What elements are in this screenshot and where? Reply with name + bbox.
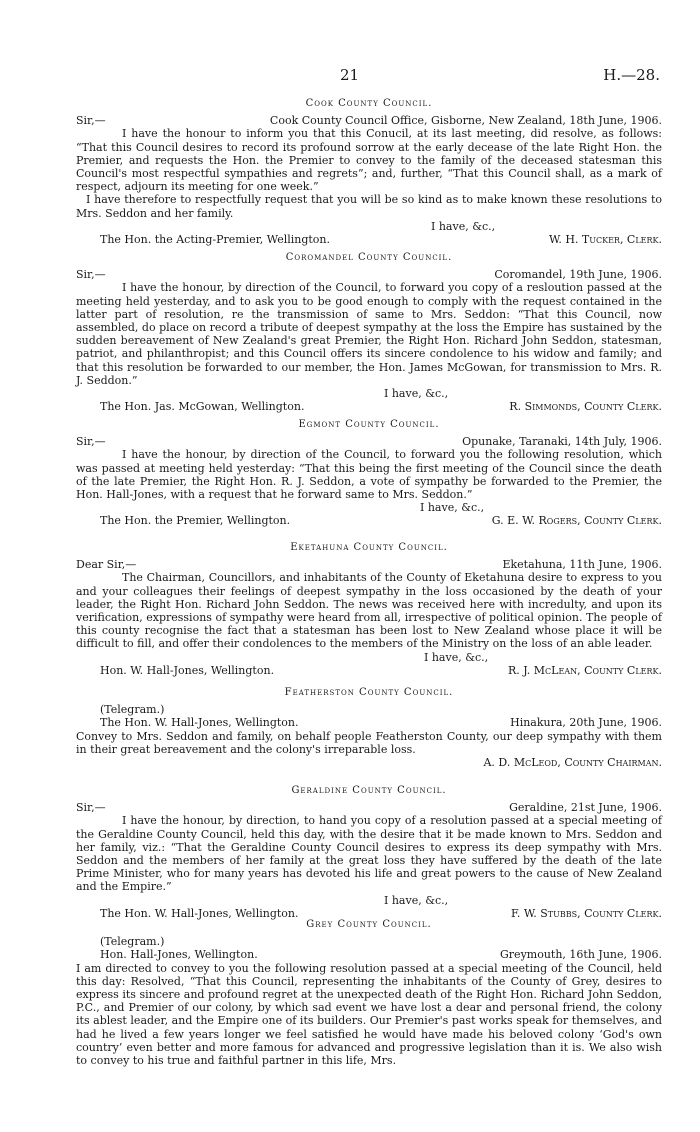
cook-letter <box>76 97 662 246</box>
section-title: Grey County Council. <box>306 919 432 930</box>
coromandel-letter <box>76 251 662 413</box>
addressee: The Hon. W. Hall-Jones, Wellington. <box>100 716 299 730</box>
signatory: F. W. Stubbs, County Clerk. <box>510 906 662 920</box>
signatory: A. D. McLeod, County Chairman. <box>483 756 662 770</box>
page-number: 21 <box>340 66 360 84</box>
section-title: Cook County Council. <box>305 98 433 109</box>
letter-body: I have the honour, by direction, to hand you copy of a resolution passed at a special meeting of the Geraldine County Council, held this day, with the desire that it be made known to Mrs. Seddon and her family, viz.: “That the Geraldine County Council desires to express its deep sympathy with Mrs. Seddon and the members of her family at the great loss they have suffered by the death of the late Prime Minister, who for many years has devoted his life and great powers to the cause of New Zealand and the Empire.” <box>76 814 662 894</box>
salutation: Sir,— <box>76 114 106 128</box>
salutation: Sir,— <box>76 435 106 449</box>
section-title: Coromandel County Council. <box>285 252 453 263</box>
letter-body-2: I have therefore to respectfully request that you will be so kind as to make known these resolutions to Mrs. Seddon and her family. <box>76 193 662 220</box>
signatory: R. Simmonds, County Clerk. <box>509 400 662 414</box>
letter-body: I have the honour to inform you that this Conucil, at its last meeting, did resolve, as follows: “That this Council desires to record its profound sorrow at the early decease of the late Right Hon. the Premier, and requests the Hon. the Premier to convey to the family of the deceased statesman this Council's most respectful sympathies and regrets”; and, further, “That this Council shall, as a mark of respect, adjourn its meeting for one week.” <box>76 127 662 194</box>
section-title: Featherston County Council. <box>284 687 454 698</box>
closing: I have, &c., <box>420 501 485 515</box>
telegram-body: Convey to Mrs. Seddon and family, on behalf people Featherston County, our deep sympathy with them in their great bereavement and the colony's irreparable loss. <box>76 729 662 756</box>
geraldine-letter <box>76 784 662 920</box>
closing: I have, &c., <box>384 387 449 401</box>
eketahuna-letter <box>76 541 662 677</box>
signatory: W. H. Tucker, Clerk. <box>548 233 662 247</box>
section-title: Eketahuna County Council. <box>290 542 448 553</box>
egmont-letter <box>76 418 662 528</box>
place-date: Opunake, Taranaki, 14th July, 1906. <box>462 435 662 449</box>
addressee: The Hon. Jas. McGowan, Wellington. <box>100 400 305 414</box>
addressee: The Hon. W. Hall-Jones, Wellington. <box>100 906 299 920</box>
place-date: Hinakura, 20th June, 1906. <box>510 716 662 730</box>
telegram-body: I am directed to convey to you the following resolution passed at a special meeting of the Council, held this day: Resolved, “That this Council, representing the inhabitants of the County of Grey, desires to express its sincere and profound regret at the unexpected death of the Right Hon. Richard John Seddon, P.C., and Premier of our colony, by which sad event we have lost a dear and personal friend, the colony its ablest leader, and the Empire one of its builders. Our Premier's past works speak for themselves, and had he lived a few years longer we feel satisfied he would have made his beloved colony ‘God's own country’ even better and more famous for advanced and progressive legislation than it is. We also wish to convey to his true and faithful partner in this life, Mrs. <box>76 961 662 1068</box>
signatory: G. E. W. Rogers, County Clerk. <box>491 514 662 528</box>
place-date: Greymouth, 16th June, 1906. <box>500 948 662 962</box>
section-title: Egmont County Council. <box>298 419 440 430</box>
place-date: Cook County Council Office, Gisborne, New Zealand, 18th June, 1906. <box>269 114 662 128</box>
document-reference: H.—28. <box>603 66 660 84</box>
letter-body: I have the honour, by direction of the Council, to forward you copy of a resloution passed at the meeting held yesterday, and to ask you to be good enough to comply with the request contained in the latter part of resolution, re the transmission of same to Mrs. Seddon: “That this Council, now assembled, do place on record a tribute of deepest sympathy at the loss the Empire has sustained by the sudden bereavement of New Zealand's great Premier, the Right Hon. Richard John Seddon, statesman, patriot, and philanthropist; and this Council offers its sincere condolence to his widow and family; and that this resolution be forwarded to our member, the Hon. James McGowan, for transmission to Mrs. R. J. Seddon.” <box>76 281 662 387</box>
closing: I have, &c., <box>431 219 496 233</box>
featherston-telegram <box>76 686 662 769</box>
closing: I have, &c., <box>424 650 489 664</box>
addressee: Hon. W. Hall-Jones, Wellington. <box>100 663 275 677</box>
signatory: R. J. McLean, County Clerk. <box>507 663 662 677</box>
letter-body: I have the honour, by direction of the Council, to forward you the following resolution, which was passed at meeting held yesterday: “That this being the first meeting of the Council since the death of the late Premier, the Right Hon. R. J. Seddon, a vote of sympathy be forwarded to the Premier, the Hon. Hall-Jones, with a request that he forward same to Mrs. Seddon.” <box>76 448 662 502</box>
salutation: Dear Sir,— <box>76 558 137 572</box>
addressee: The Hon. the Premier, Wellington. <box>100 514 291 528</box>
place-date: Geraldine, 21st June, 1906. <box>509 801 662 815</box>
telegram-label: (Telegram.) <box>100 935 165 949</box>
letter-body: The Chairman, Councillors, and inhabitants of the County of Eketahuna desire to express to you and your colleagues their feelings of deepest sympathy in the loss occasioned by the death of your leader, the Right Hon. Richard John Seddon. The news was received here with incredulty, and upon its verification, expressions of sympathy were heard from all, irrespective of political opinion. The people of this county recognise the fact that a statesman has been lost to New Zealand whose place it will be difficult to fill, and offer their condolences to the members of the Ministry on the loss of an able leader. <box>76 571 662 651</box>
closing: I have, &c., <box>384 893 449 907</box>
salutation: Sir,— <box>76 801 106 815</box>
telegram-label: (Telegram.) <box>100 703 165 717</box>
addressee: Hon. Hall-Jones, Wellington. <box>100 948 258 962</box>
section-title: Geraldine County Council. <box>291 785 447 796</box>
addressee: The Hon. the Acting-Premier, Wellington. <box>100 233 331 247</box>
salutation: Sir,— <box>76 268 106 282</box>
place-date: Eketahuna, 11th June, 1906. <box>502 558 662 572</box>
grey-telegram <box>76 918 662 1067</box>
place-date: Coromandel, 19th June, 1906. <box>494 268 662 282</box>
